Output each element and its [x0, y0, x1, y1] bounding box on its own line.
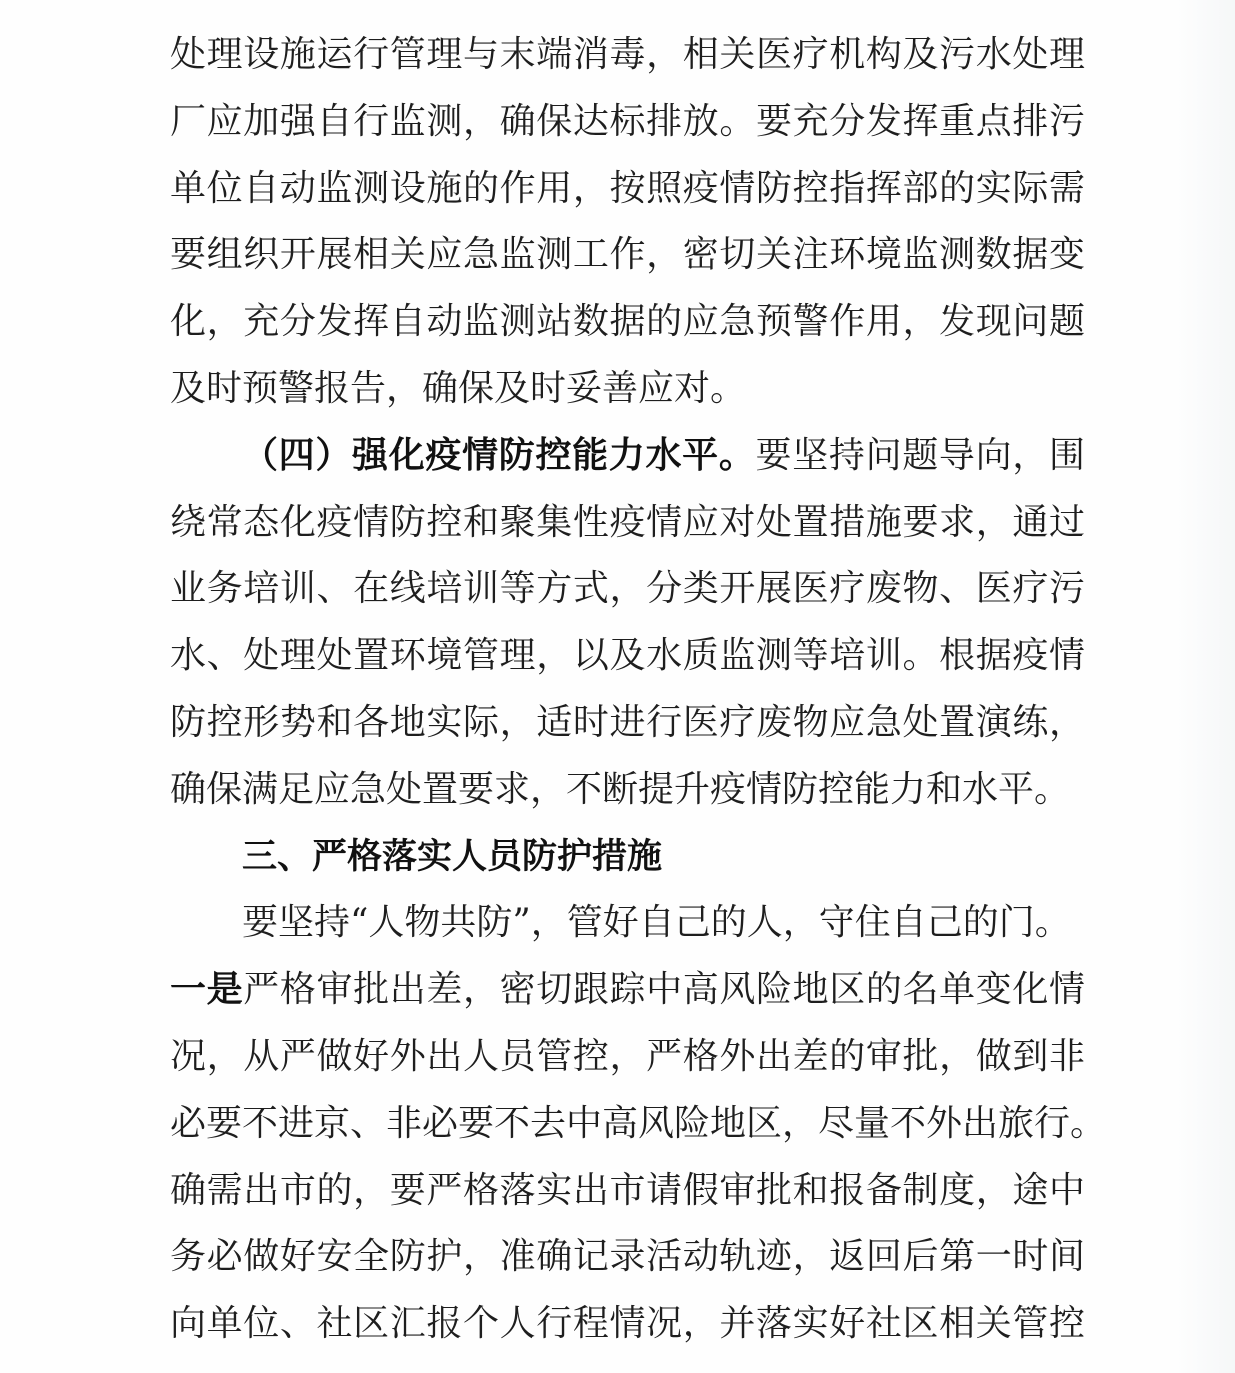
body-line: 必要不进京、非必要不去中高风险地区，尽量不外出旅行。 — [170, 1102, 1107, 1144]
body-line: 确需出市的，要严格落实出市请假审批和报备制度，途中 — [170, 1169, 1085, 1211]
body-line: 绕常态化疫情防控和聚集性疫情应对处置措施要求，通过 — [170, 501, 1085, 543]
body-line: 况，从严做好外出人员管控，严格外出差的审批，做到非 — [170, 1035, 1085, 1077]
body-line: 及时预警报告，确保及时妥善应对。 — [170, 367, 747, 409]
body-text: 要坚持问题导向，围 — [755, 434, 1085, 476]
page-edge-shadow — [1175, 0, 1235, 1373]
body-line: 务必做好安全防护，准确记录活动轨迹，返回后第一时间 — [170, 1236, 1085, 1278]
sub-heading: （四）强化疫情防控能力水平。 — [242, 434, 756, 476]
lead-bold-text: 一是 — [170, 969, 244, 1011]
body-line: 单位自动监测设施的作用，按照疫情防控指挥部的实际需 — [170, 167, 1085, 209]
paragraph-first-line — [170, 423, 1085, 490]
body-line: 水、处理处置环境管理，以及水质监测等培训。根据疫情 — [170, 635, 1085, 677]
section-heading: 三、严格落实人员防护措施 — [242, 836, 663, 877]
body-line: 厂应加强自行监测，确保达标排放。要充分发挥重点排污 — [170, 100, 1085, 142]
body-line: 处理设施运行管理与末端消毒，相关医疗机构及污水处理 — [170, 34, 1085, 75]
body-line: 向单位、社区汇报个人行程情况，并落实好社区相关管控 — [170, 1303, 1085, 1345]
body-text: 严格审批出差，密切跟踪中高风险地区的名单变化情 — [243, 969, 1085, 1011]
body-line: 确保满足应急处置要求，不断提升疫情防控能力和水平。 — [170, 768, 1071, 810]
body-line: 防控形势和各地实际，适时进行医疗废物应急处置演练， — [170, 701, 1085, 743]
document-body — [170, 22, 1107, 1358]
body-line: 业务培训、在线培训等方式，分类开展医疗废物、医疗污 — [170, 568, 1085, 610]
body-line: 要坚持“人物共防”，管好自己的人，守住自己的门。 — [242, 902, 1071, 944]
paragraph-line-with-lead — [170, 957, 1085, 1024]
body-line: 要组织开展相关应急监测工作，密切关注环境监测数据变 — [170, 234, 1085, 276]
body-line: 化，充分发挥自动监测站数据的应急预警作用，发现问题 — [170, 301, 1085, 343]
